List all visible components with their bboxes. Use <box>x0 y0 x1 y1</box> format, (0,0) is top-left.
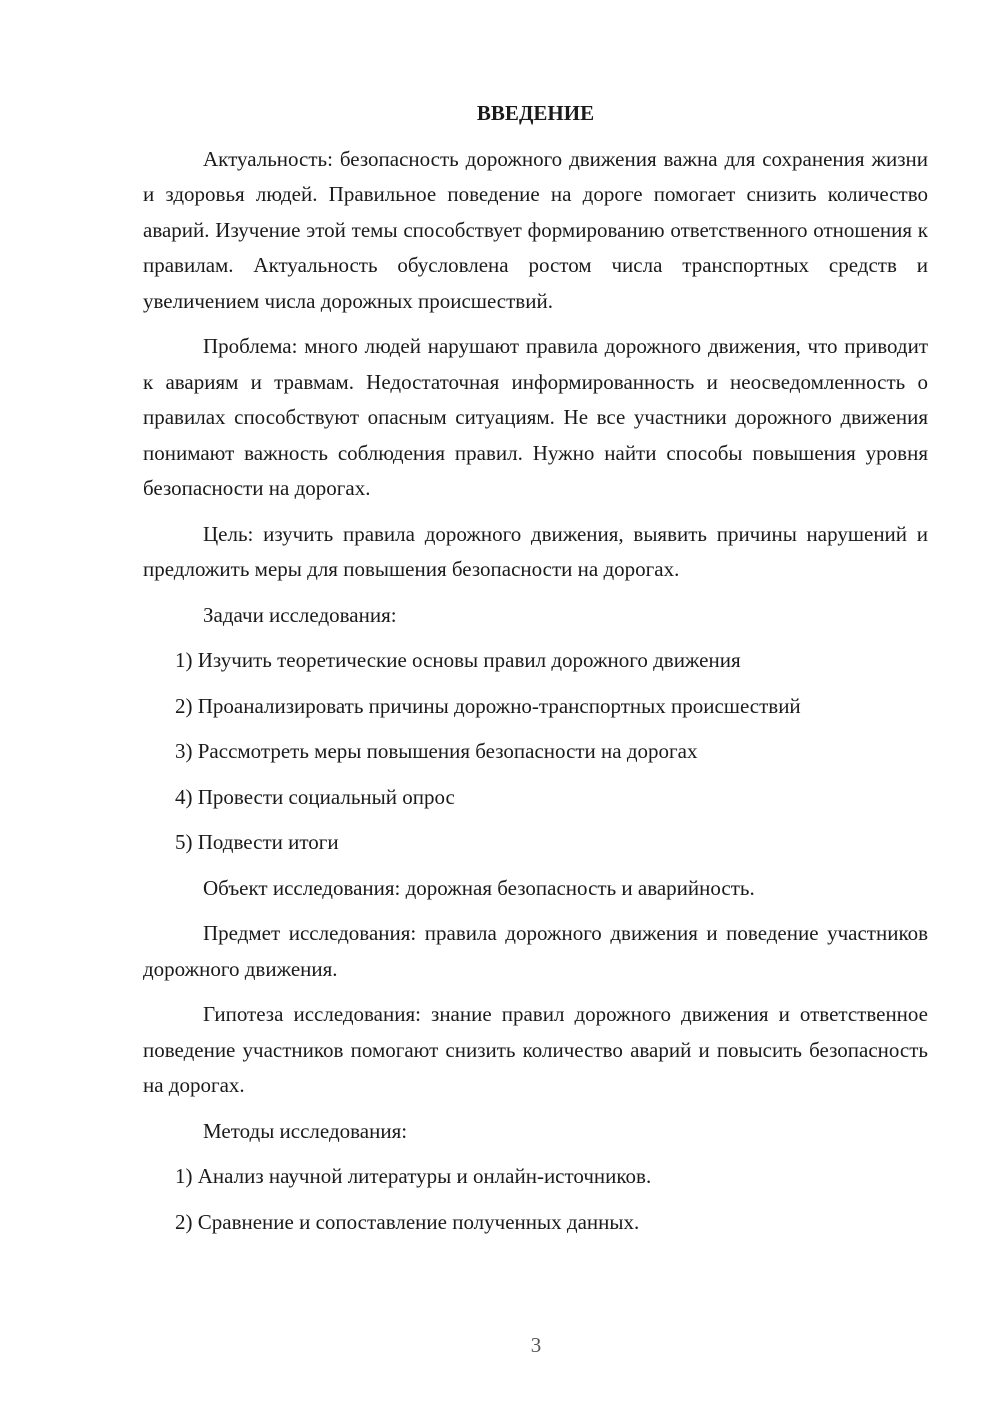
page-number: 3 <box>530 1333 542 1357</box>
task-item: 4) Провести социальный опрос <box>175 784 455 809</box>
task-item: 5) Подвести итоги <box>175 830 339 854</box>
problem-paragraph: Проблема: много людей нарушают правила дорожного движения, что приводит к авариям и травмам. Недостаточная информированность и неосведомленность о правилах способствуют опасным ситуациям. Не все участники дорожного движения понимают важность соблюдения правил. Нужно найти способы повышения уровня безопасности на дорогах. <box>143 334 928 500</box>
object-paragraph: Объект исследования: дорожная безопасность и аварийность. <box>203 875 755 900</box>
hypothesis-paragraph: Гипотеза исследования: знание правил дорожного движения и ответственное поведение участников помогают снизить количество аварий и повысить безопасность на дорогах. <box>143 1002 928 1097</box>
method-item: 2) Сравнение и сопоставление полученных данных. <box>175 1209 640 1234</box>
method-item: 1) Анализ научной литературы и онлайн-источников. <box>175 1164 652 1188</box>
task-item: 2) Проанализировать причины дорожно-транспортных происшествий <box>175 693 801 718</box>
subject-paragraph: Предмет исследования: правила дорожного движения и поведение участников дорожного движения. <box>143 921 928 981</box>
section-title: ВВЕДЕНИЕ <box>476 101 595 125</box>
relevance-paragraph: Актуальность: безопасность дорожного движения важна для сохранения жизни и здоровья людей. Правильное поведение на дороге помогает снизить количество аварий. Изучение этой темы способствует формированию ответственного отношения к правилам. Актуальность обусловлена ростом числа транспортных средств и увеличением числа дорожных происшествий. <box>143 146 928 313</box>
methods-heading: Методы исследования: <box>203 1118 408 1143</box>
task-item: 3) Рассмотреть меры повышения безопасности на дорогах <box>175 739 698 763</box>
methods-list <box>143 1159 928 1240</box>
document-page <box>143 96 928 1250</box>
tasks-list <box>143 643 928 861</box>
goal-paragraph: Цель: изучить правила дорожного движения, выявить причины нарушений и предложить меры для повышения безопасности на дорогах. <box>143 521 928 581</box>
tasks-heading: Задачи исследования: <box>203 602 397 627</box>
task-item: 1) Изучить теоретические основы правил дорожного движения <box>175 648 741 672</box>
